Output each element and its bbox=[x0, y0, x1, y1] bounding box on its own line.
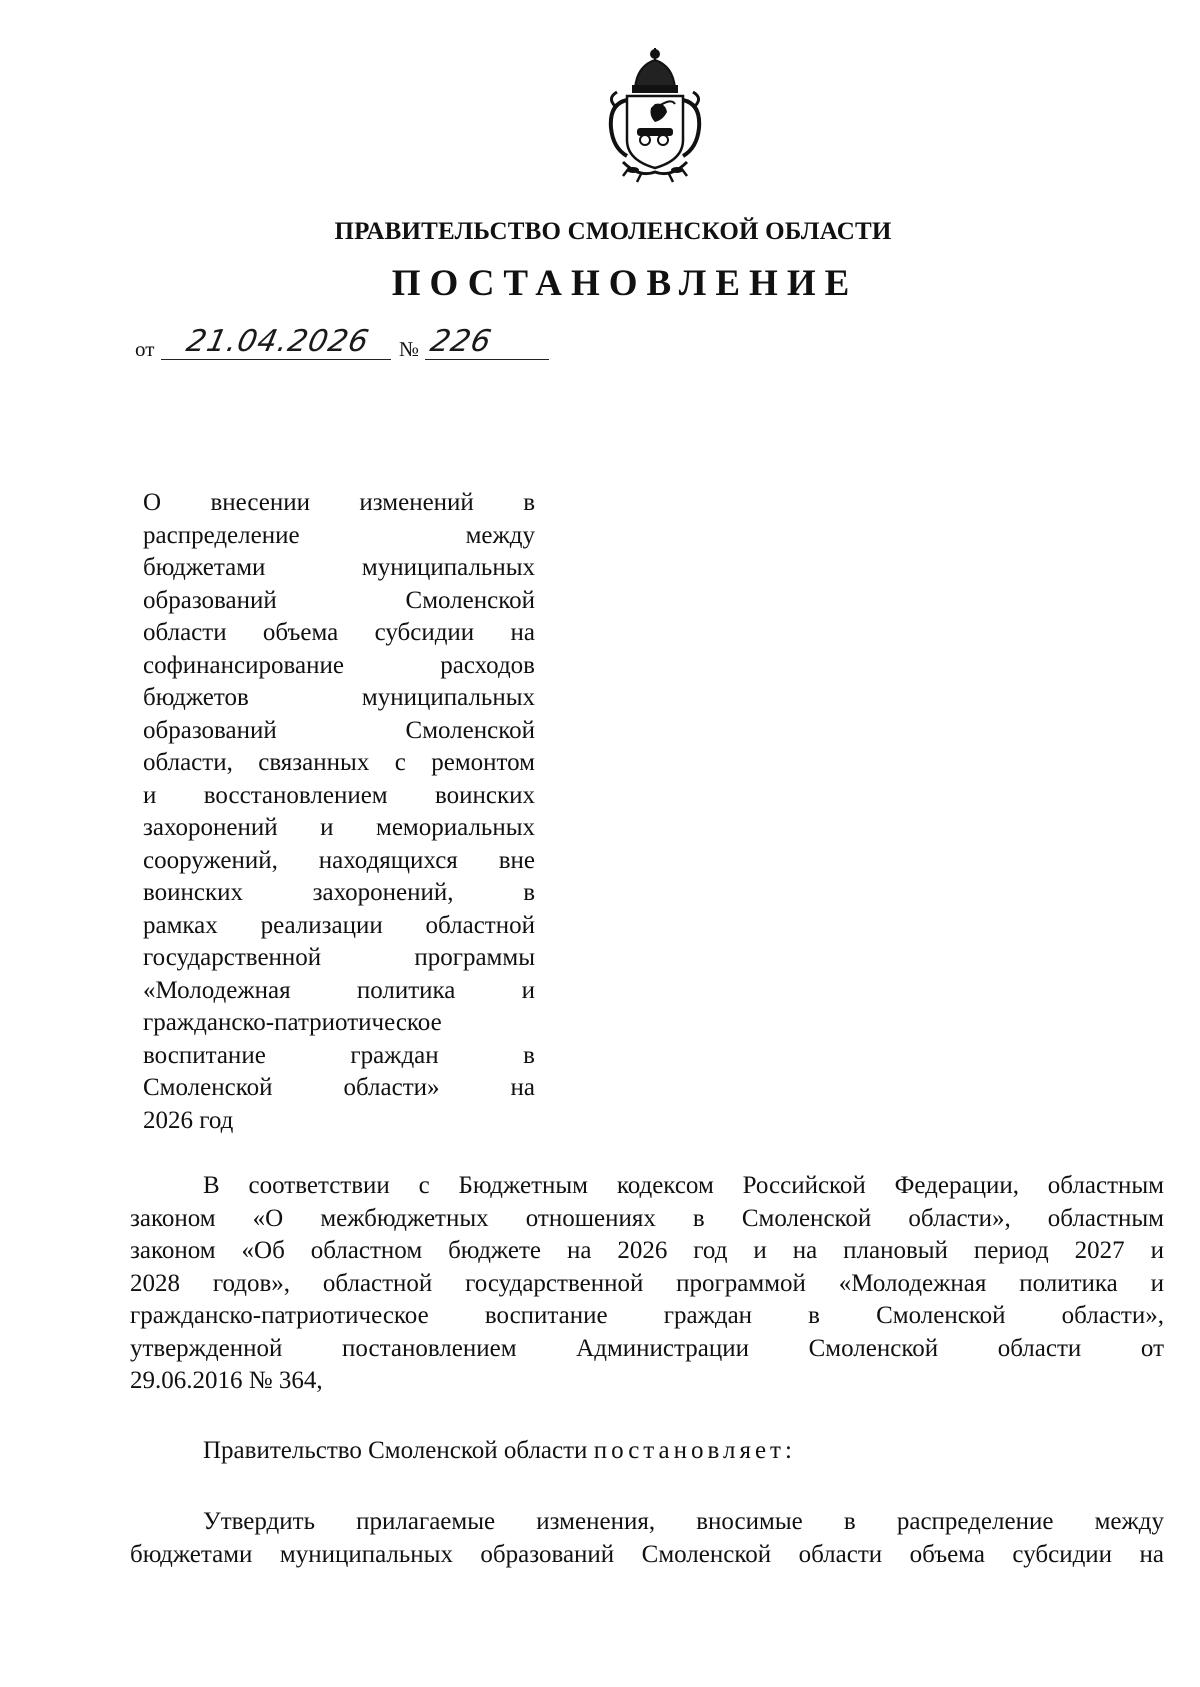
subject-line: воинских захоронений, в bbox=[143, 879, 535, 906]
paragraph-line: 2028 годов», областной государственной программой «Молодежная политика и bbox=[130, 1269, 1164, 1297]
subject-line: воспитание граждан в bbox=[143, 1041, 535, 1069]
resolution-verb: постановляет: bbox=[593, 1437, 796, 1464]
paragraph-line: гражданско-патриотическое воспитание граждан в Смоленской области», bbox=[130, 1302, 1164, 1329]
subject-line: и восстановлением воинских bbox=[143, 781, 535, 809]
handwritten-number: 226 bbox=[427, 324, 495, 359]
number-underline bbox=[425, 359, 549, 360]
subject-line: бюджетами муниципальных bbox=[143, 554, 535, 581]
subject-line: Смоленской области» на bbox=[143, 1074, 535, 1101]
paragraph-line: законом «О межбюджетных отношениях в Смоленской области», областным bbox=[130, 1204, 1164, 1232]
subject-line: 2026 год bbox=[143, 1106, 234, 1134]
organization-name: ПРАВИТЕЛЬСТВО СМОЛЕНСКОЙ ОБЛАСТИ bbox=[334, 218, 892, 245]
subject-line: «Молодежная политика и bbox=[143, 976, 535, 1004]
subject-line: бюджетов муниципальных bbox=[143, 684, 535, 711]
subject-line: образований Смоленской bbox=[143, 586, 535, 614]
subject-line: области объема субсидии на bbox=[143, 619, 535, 646]
document-type-title: ПОСТАНОВЛЕНИЕ bbox=[391, 263, 859, 304]
resolution-line bbox=[130, 1435, 1164, 1468]
preamble-paragraph bbox=[130, 1170, 1164, 1398]
subject-line: распределение между bbox=[143, 521, 535, 549]
paragraph-line: утвержденной постановлением Администрации Смоленской области от bbox=[130, 1334, 1164, 1362]
number-label: № bbox=[399, 337, 420, 361]
date-underline bbox=[161, 359, 391, 360]
coat-of-arms-icon bbox=[593, 44, 717, 184]
resolution-subject: Правительство Смоленской области bbox=[203, 1437, 588, 1464]
resolution-text bbox=[130, 1435, 1164, 1468]
paragraph-line: В соответствии с Бюджетным кодексом Российской Федерации, областным bbox=[203, 1172, 1164, 1199]
paragraph-line: законом «Об областном бюджете на 2026 год и на плановый период 2027 и bbox=[130, 1237, 1164, 1264]
subject-line: софинансирование расходов bbox=[143, 651, 535, 679]
subject-line: О внесении изменений в bbox=[143, 489, 535, 516]
subject-line: гражданско-патриотическое bbox=[143, 1009, 442, 1036]
subject-line: государственной программы bbox=[143, 944, 535, 971]
paragraph-line: Утвердить прилагаемые изменения, вносимые в распределение между bbox=[203, 1508, 1164, 1535]
paragraph-line: бюджетами муниципальных образований Смоленской области объема субсидии на bbox=[130, 1540, 1164, 1568]
document-subject bbox=[143, 487, 535, 1137]
date-from-label: от bbox=[135, 337, 155, 361]
subject-line: области, связанных с ремонтом bbox=[143, 749, 535, 776]
subject-line: образований Смоленской bbox=[143, 716, 535, 744]
decision-paragraph bbox=[130, 1506, 1164, 1571]
handwritten-date: 21.04.2026 bbox=[183, 324, 373, 359]
paragraph-line: 29.06.2016 № 364, bbox=[130, 1367, 323, 1394]
subject-line: захоронений и мемориальных bbox=[143, 814, 535, 841]
subject-line: рамках реализации областной bbox=[143, 911, 535, 939]
date-number-line bbox=[135, 326, 565, 366]
subject-line: сооружений, находящихся вне bbox=[143, 846, 535, 874]
